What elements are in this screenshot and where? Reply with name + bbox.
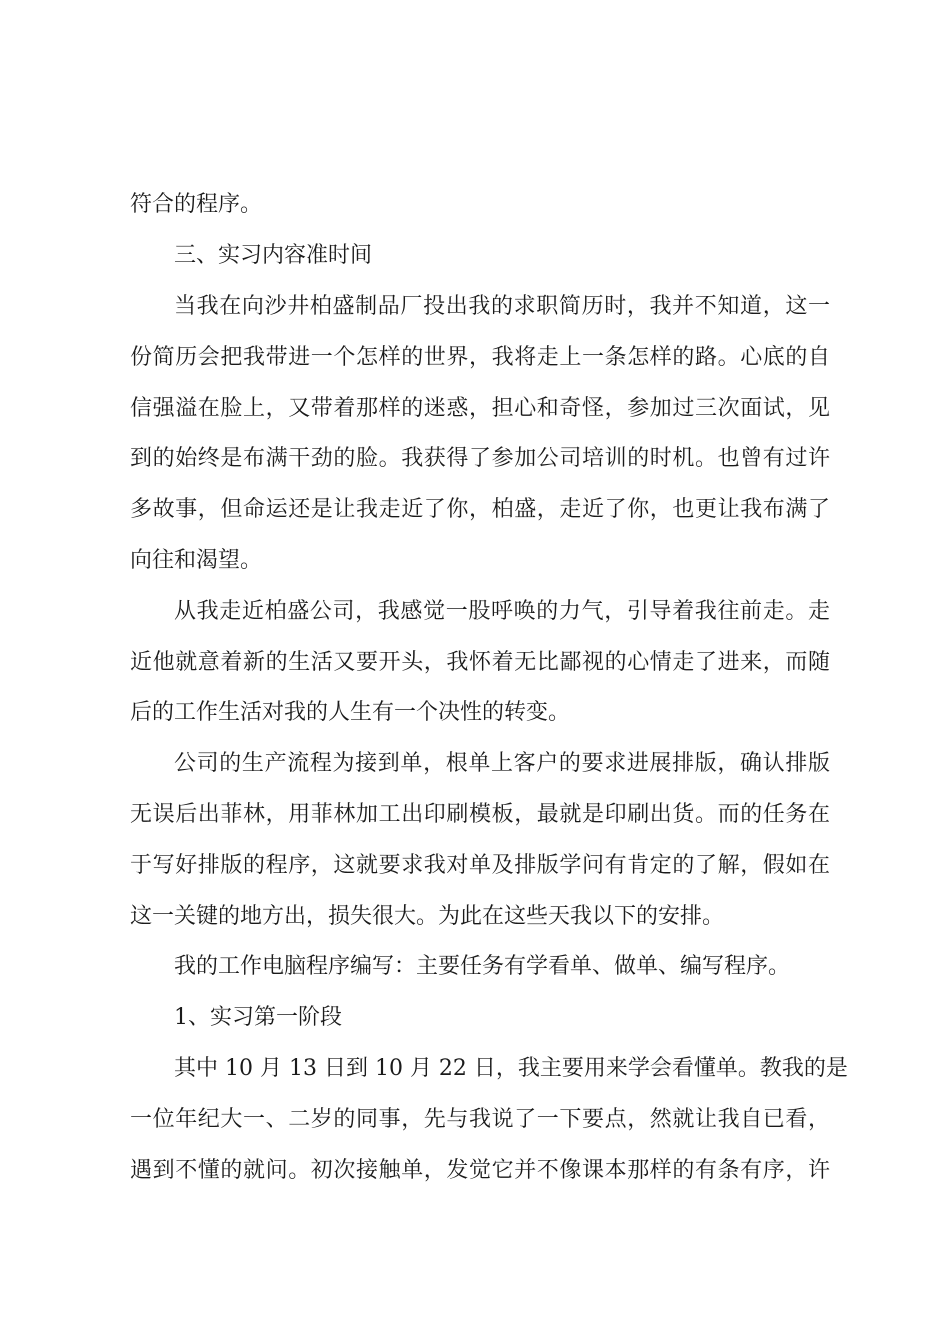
text-line: 份简历会把我带进一个怎样的世界，我将走上一条怎样的路。心底的自 [130, 345, 830, 370]
text-line: 公司的生产流程为接到单，根单上客户的要求进展排版，确认排版 [174, 751, 830, 776]
text-line: 无误后出菲林，用菲林加工出印刷模板，最就是印刷出货。而的任务在 [130, 802, 830, 827]
text-line: 后的工作生活对我的人生有一个决性的转变。 [130, 700, 571, 725]
text-line: 我的工作电脑程序编写：主要任务有学看单、做单、编写程序。 [174, 954, 791, 979]
text-line: 向往和渴望。 [130, 548, 263, 573]
text-line: 这一关键的地方出，损失很大。为此在这些天我以下的安排。 [130, 904, 725, 929]
section-heading: 1、实习第一阶段 [174, 1005, 342, 1030]
text-line: 近他就意着新的生活又要开头，我怀着无比鄙视的心情走了进来，而随 [130, 650, 830, 675]
text-line: 符合的程序。 [130, 192, 263, 217]
text-line: 多故事，但命运还是让我走近了你，柏盛，走近了你，也更让我布满了 [130, 497, 830, 522]
text-line: 于写好排版的程序，这就要求我对单及排版学问有肯定的了解，假如在 [130, 853, 830, 878]
text-line: 从我走近柏盛公司，我感觉一股呼唤的力气，引导着我往前走。走 [174, 599, 830, 624]
text-line: 一位年纪大一、二岁的同事，先与我说了一下要点，然就让我自已看， [130, 1107, 830, 1132]
text-line: 信强溢在脸上，又带着那样的迷惑，担心和奇怪，参加过三次面试，见 [130, 396, 830, 421]
section-heading: 三、实习内容准时间 [174, 243, 373, 268]
text-line: 当我在向沙井柏盛制品厂投出我的求职简历时，我并不知道，这一 [174, 294, 830, 319]
text-line: 其中 10 月 13 日到 10 月 22 日，我主要用来学会看懂单。教我的是 [174, 1056, 848, 1081]
text-line: 到的始终是布满干劲的脸。我获得了参加公司培训的时机。也曾有过许 [130, 446, 830, 471]
text-line: 遇到不懂的就问。初次接触单，发觉它并不像课本那样的有条有序，许 [130, 1158, 830, 1183]
